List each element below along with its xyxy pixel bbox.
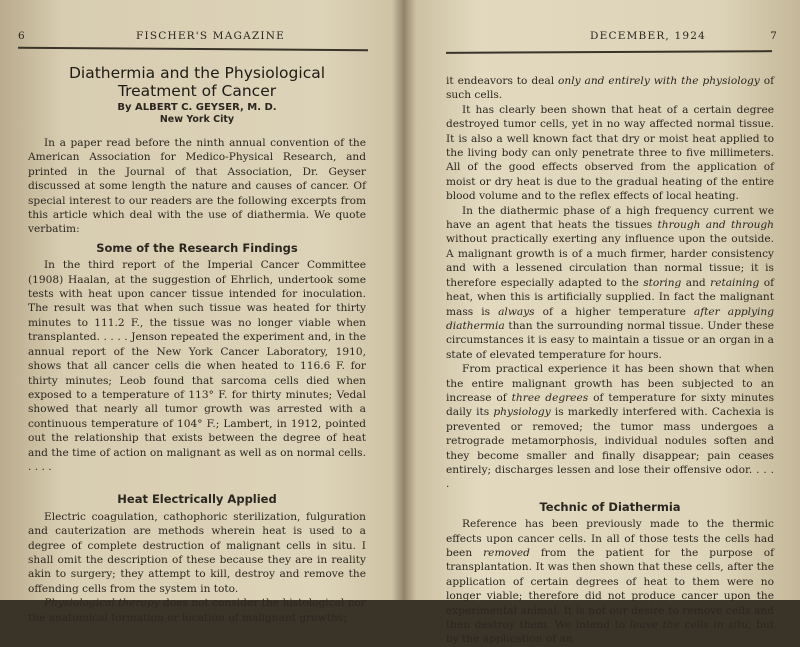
technic-paragraph [446,517,774,647]
text-run: from the patient for the purpose of transplantation. It was then shown that these cells, after the application of certain degrees of heat to them were no longer viable; therefore did not produce cancer upon the experimental animal. It is not our desire to remove cells and then destroy them. We intend to [446,547,775,632]
page-number-left: 6 [18,30,26,42]
right-page [410,0,800,646]
section-heading-research: Some of the Research Findings [96,240,298,255]
text-run: than the surrounding normal tissue. Under these circumstances it is easy to maintain a tissue or an organ in a state of elevated temperature for hours. [446,319,774,361]
article-title [28,64,366,100]
author-byline: By ALBERT C. GEYSER, M. D. [117,102,277,113]
text-run: , but by the application of an [446,619,774,646]
text-run: of such cells. [446,75,774,102]
left-page [0,0,402,624]
text-run: is markedly interfered with. Cachexia is prevented or removed; the tumor mass undergoes a retrograde metamorphosis, individual nodules soften and they become smaller and finally disappear; pain ceases entirely; discharges lessen and lose their offensive odor. . . . . [446,406,774,491]
text-run: In the diathermic phase of a high frequency current we have an agent that heats the tissues [446,204,774,232]
section-gap [28,474,366,488]
text-run: of temperature for sixty minutes daily its [446,391,775,419]
page-number-right: 7 [770,30,778,42]
left-column [28,60,366,625]
text-emphasis: through and through [657,219,774,232]
text-emphasis: physiology [493,406,551,419]
header-rule-right [446,50,772,53]
text-run: From practical experience it has been shown that when the entire malignant growth has been subjected to an increase of [446,363,774,404]
text-emphasis: only and entirely with the physiology [558,75,760,87]
research-paragraph: In the third report of the Imperial Cancer Committee (1908) Haalan, at the suggestion of Ehrlich, undertook some tests with heat upon cancer tissue intended for inoculation. The result was that when such tissue was heated for thirty minutes to 111.2 F., the tissue was no longer viable when transplanted. . . . . Jenson repeated the experiment and, in the annual report of the New York Cancer Laboratory, 1910, shows that all cancer cells die when heated to 116.6 F. for thirty minutes; Leob found that sarcoma cells died when exposed to a temperature of 113° F. for thirty minutes; Vedal showed that nearly all tumor growth was arrested with a continuous temperature of 104° F.; Lambert, in 1912, pointed out the relationship that exists between the degree of heat and the time of action on malignant as well as on normal cells. . . . . [28,259,366,473]
author-location: New York City [159,114,235,125]
text-run: of a higher temperature [534,305,694,318]
magazine-name: FISCHER'S MAGAZINE [136,30,286,42]
heat-paragraph: Electric coagulation, cathophoric sterilization, fulguration and cauterization are methods wherein heat is used to a degree of complete destruction of malignant cells in situ. I shall omit the description of these because they are in reality akin to surgery; they attempt to kill, destroy and remove the offending cells from the system in toto. [28,510,366,595]
text-emphasis: after applying diathermia [446,305,774,332]
text-run: it endeavors to deal [446,75,559,87]
section-heading-heat: Heat Electrically Applied [117,492,277,507]
text-emphasis: retaining [710,276,760,289]
continued-paragraph [446,74,774,103]
text-emphasis: storing [643,276,682,289]
diathermic-phase-paragraph [446,204,774,362]
text-run: without practically exerting any influence upon the outside. A malignant growth is of a much firmer, harder consistency and with a lessened circulation than normal tissue; it is therefore especially adapted to the [446,233,774,289]
issue-date: DECEMBER, 1924 [590,30,707,42]
section-heading-technic: Technic of Diathermia [539,499,681,514]
text-run: of heat, when this is artificially supplied. In fact the malignant mass is [446,276,775,318]
article-title-line1: Diathermia and the Physiological [68,64,326,82]
text-emphasis: always [498,305,535,318]
intro-paragraph: In a paper read before the ninth annual convention of the American Association for Medico-Physical Research, and printed in the Journal of that Association, Dr. Geyser discussed at some length the nature and causes of cancer. Of special interest to our readers are the following excerpts from this article which deal with the use of diathermia. We quote verbatim: [28,137,366,236]
text-run: Reference has been previously made to the thermic effects upon cancer cells. In all of those tests the cells had been [446,518,774,559]
article-title-line2: Treatment of Cancer [117,82,277,100]
physiological-paragraph [28,596,366,625]
practical-experience-paragraph [446,362,774,492]
text-emphasis: leave the cells in situ [629,619,749,632]
heat-effects-paragraph: It has clearly been shown that heat of a certain degree destroyed tumor cells, yet in no way affected normal tissue. It is also a well known fact that dry or moist heat applied to the living body can only penetrate three to five millimeters. All of the good effects observed from the application of moist or dry heat is due to the gradual heating of the entire blood volume and to the reflex effects of local heating. [446,103,774,203]
right-column [446,74,774,647]
text-emphasis: removed [483,547,530,559]
header-rule-left [18,47,368,51]
physio-text: does not consider the histological nor the anatomical formation or location of malignant growths; [28,597,366,624]
text-run: and [681,276,711,289]
physio-emphasis: Physiological therapy [44,597,160,610]
text-emphasis: three degrees [511,391,589,404]
